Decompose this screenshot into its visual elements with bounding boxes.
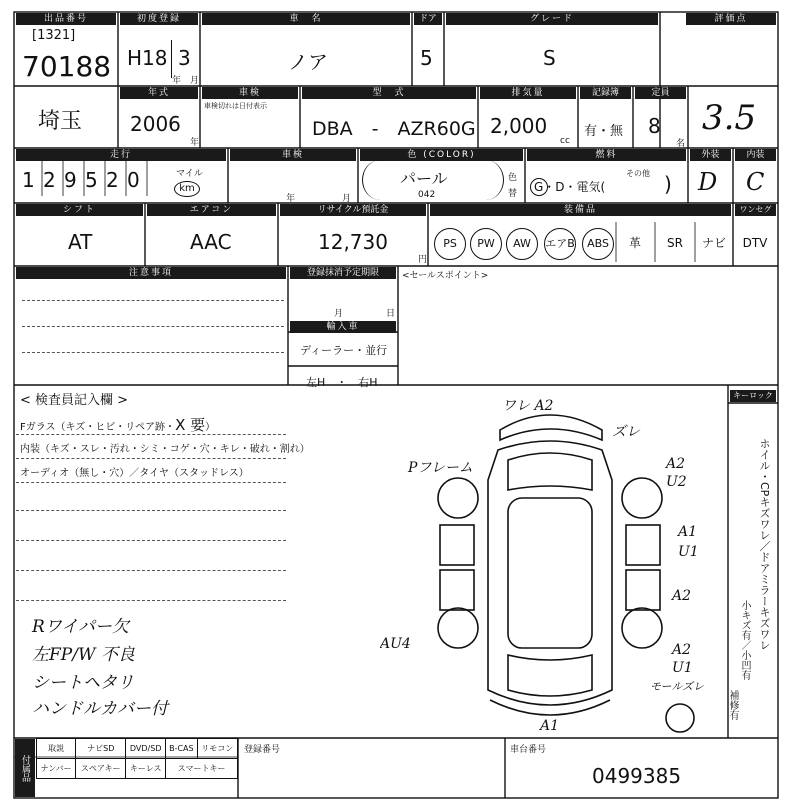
- glass-text: Fガラス（キズ・ヒビ・リペア跡・: [20, 422, 176, 433]
- reg-era: H18: [127, 46, 168, 70]
- sales-point-label: <セールスポイント>: [402, 271, 489, 281]
- color: パール: [400, 169, 448, 188]
- doors: 5: [420, 46, 433, 70]
- hand-note-1: Rワイパー欠: [32, 617, 129, 637]
- seats-unit: 名: [676, 139, 686, 149]
- equip-pw: PW: [470, 228, 502, 260]
- equip-extra: ワンセグ: [735, 204, 776, 216]
- front-glass: [500, 415, 602, 440]
- type-label: 型 式: [302, 87, 476, 99]
- regist-note: 車検切れは日付表示: [204, 102, 267, 110]
- mark-rear-a1: A1: [540, 718, 560, 734]
- car-name: ノア: [288, 50, 328, 74]
- wheel-front-left: [438, 478, 478, 518]
- notes-line: [22, 352, 284, 353]
- equip-leather: 革: [628, 236, 641, 250]
- equip-navi: ナビ: [701, 236, 726, 250]
- name-label: 車 名: [202, 13, 410, 25]
- exterior: D: [698, 168, 718, 196]
- mark-rear-door-a2: A2: [672, 588, 692, 604]
- color-change-2: 替: [508, 189, 518, 199]
- inspector-line: [16, 570, 286, 571]
- prefecture: 埼玉: [38, 109, 83, 134]
- yen-unit: 円: [418, 255, 428, 265]
- acc-smart-key: スマートキー: [166, 759, 238, 779]
- audio-line: オーディオ（無し・穴）／タイヤ（スタッドレス）: [20, 468, 249, 479]
- mark-molding: モールズレ: [650, 680, 705, 693]
- accessory-table: [36, 738, 238, 779]
- unit-km: km: [174, 181, 200, 197]
- model-year: 2006: [130, 112, 181, 136]
- color-change: 色: [508, 173, 518, 183]
- mark-quarter-u1: U1: [672, 660, 693, 676]
- hand-note-2: 左FP/W 不良: [32, 645, 135, 665]
- notes-line: [22, 326, 284, 327]
- mark-front: ワレ A2: [502, 398, 554, 414]
- ac: AAC: [190, 230, 232, 254]
- inspector-title: < 検査員記入欄 >: [20, 393, 129, 408]
- handle-side: 左H ・ 右H: [306, 376, 378, 389]
- color-code: 042: [418, 190, 436, 200]
- wheel-rear-right: [622, 608, 662, 648]
- hand-note-3: シートヘタリ: [32, 673, 134, 693]
- mark-fender-u2: U2: [666, 474, 687, 490]
- shift: AT: [68, 230, 93, 254]
- inspector-line: [16, 540, 286, 541]
- inspector-line: [16, 458, 286, 459]
- equip-dtv: DTV: [742, 236, 768, 250]
- inspect-year-mark: 年: [286, 194, 296, 204]
- wheel-rear-left: [438, 608, 478, 648]
- inspector-line: [16, 600, 286, 601]
- inspector-line: [16, 510, 286, 511]
- interior-line: 内装（キズ・スレ・汚れ・シミ・コゲ・穴・キレ・破れ・割れ）: [20, 444, 310, 455]
- inspector-line: [16, 434, 286, 435]
- reg-no-label: 登録番号: [244, 745, 281, 755]
- mileage-digit: 1: [22, 168, 35, 192]
- reg-divider: [171, 40, 172, 78]
- notes-line: [22, 300, 284, 301]
- expiry-label: 登録抹消予定期限: [290, 267, 396, 279]
- chassis-label: 車台番号: [510, 745, 547, 755]
- lot-sub: [1321]: [32, 28, 76, 43]
- model-year-label: 年式: [120, 87, 198, 99]
- keylock-label: キーロック: [730, 390, 776, 402]
- seats: 8: [648, 114, 661, 138]
- equip-ps: PS: [434, 228, 466, 260]
- acc-manual: 取説: [37, 739, 76, 759]
- cc-label: 排気量: [480, 87, 576, 99]
- acc-remote: リモコン: [197, 739, 238, 759]
- chassis-number: 0499385: [592, 764, 682, 788]
- wheel-front-right: [622, 478, 662, 518]
- displacement: 2,000: [490, 114, 548, 138]
- expiry-month-mark: 月: [334, 309, 344, 319]
- acc-spare-key: スペアキー: [76, 759, 126, 779]
- expiry-day-mark: 日: [386, 309, 396, 319]
- side-note-3: 補修有: [727, 690, 738, 720]
- import-label: 輸入車: [290, 321, 396, 333]
- mark-quarter-a2: A2: [672, 642, 692, 658]
- body-outline: [488, 441, 612, 705]
- inspect-label: 車検: [230, 149, 356, 161]
- score: 3.5: [702, 98, 757, 138]
- rear-glass: [508, 655, 592, 696]
- mileage-digit: 2: [43, 168, 56, 192]
- year-mark: 年: [172, 76, 182, 86]
- notes-label: 注意事項: [16, 267, 286, 279]
- spare-wheel: [666, 704, 694, 732]
- inspect-month-mark: 月: [342, 194, 352, 204]
- rear-bumper: [490, 700, 610, 715]
- side-note-1: ホイル・CPキズワレ／ドアミラーキズワレ: [758, 438, 771, 651]
- record-book-label: 記録簿: [580, 87, 631, 99]
- glass-mark: X 要: [175, 416, 206, 434]
- mileage-digit: 2: [106, 168, 119, 192]
- color-label: 色 (COLOR): [360, 149, 523, 161]
- fuel: G・D・電気(: [534, 180, 606, 194]
- inspector-line: [16, 482, 286, 483]
- equip-airbag: エアB: [544, 228, 576, 260]
- model-code: DBA - AZR60G: [312, 118, 476, 140]
- glass-close: ）: [205, 422, 216, 433]
- mark-door-a1: A1: [678, 524, 698, 540]
- mark-door-u1: U1: [678, 544, 699, 560]
- interior-label: 内装: [735, 149, 776, 161]
- hand-note-4: ハンドルカバー付: [32, 699, 168, 719]
- grade-label: グレード: [446, 13, 658, 25]
- side-note-2: 小キズ有／小凹有: [739, 600, 750, 680]
- mark-au4: AU4: [380, 636, 411, 652]
- reg-month: 3: [178, 46, 191, 70]
- acc-bcas: B-CAS: [166, 739, 197, 759]
- regist-label: 車検: [202, 87, 298, 99]
- ac-label: エアコン: [147, 204, 276, 216]
- hood: [508, 453, 592, 490]
- equip-abs: ABS: [582, 228, 614, 260]
- fuel-label: 燃料: [527, 149, 686, 161]
- grade: S: [543, 46, 556, 70]
- fuel-other: その他: [626, 169, 650, 178]
- import-value: ディーラー・並行: [300, 344, 388, 357]
- recycle-label: リサイクル預託金: [280, 204, 426, 216]
- glass-line: [20, 414, 215, 435]
- equip-aw: AW: [506, 228, 538, 260]
- mileage-digit: 0: [127, 168, 140, 192]
- unit-mile: マイル: [176, 169, 203, 179]
- door-rear-right: [626, 570, 660, 610]
- score-label: 評価点: [686, 13, 776, 25]
- cabin: [508, 498, 592, 648]
- interior: C: [746, 168, 765, 196]
- door-label: ドア: [414, 13, 442, 25]
- equip-label: 装備品: [430, 204, 731, 216]
- mileage-digit: 5: [85, 168, 98, 192]
- fuel-close: ): [664, 172, 672, 196]
- seats-label: 定員: [635, 87, 686, 99]
- lot-number: 70188: [22, 50, 112, 83]
- mark-frame: Pフレーム: [408, 460, 473, 476]
- car-diagram: [380, 390, 720, 735]
- acc-plate: ナンバー: [37, 759, 76, 779]
- reg-label: 初度登録: [120, 13, 198, 25]
- exterior-label: 外装: [690, 149, 731, 161]
- mileage-label: 走行: [16, 149, 226, 161]
- month-mark: 月: [190, 76, 200, 86]
- shift-label: シフト: [16, 204, 143, 216]
- door-front-right: [626, 525, 660, 565]
- door-rear-left: [440, 570, 474, 610]
- mark-fender-a2: A2: [666, 456, 686, 472]
- acc-keyless: キーレス: [126, 759, 166, 779]
- model-year-suffix: 年: [190, 138, 200, 148]
- lot-label: 出品番号: [16, 13, 116, 25]
- record-book: 有・無: [584, 124, 624, 139]
- cc-unit: cc: [560, 136, 570, 146]
- accessory-label: 付属品: [15, 739, 35, 797]
- mileage-digit: 9: [64, 168, 77, 192]
- mark-front-right: ズレ: [612, 424, 640, 440]
- door-front-left: [440, 525, 474, 565]
- recycle-fee: 12,730: [318, 230, 388, 254]
- acc-dvd-sd: DVD/SD: [126, 739, 166, 759]
- acc-navi-sd: ナビSD: [76, 739, 126, 759]
- equip-sunroof: SR: [667, 236, 683, 250]
